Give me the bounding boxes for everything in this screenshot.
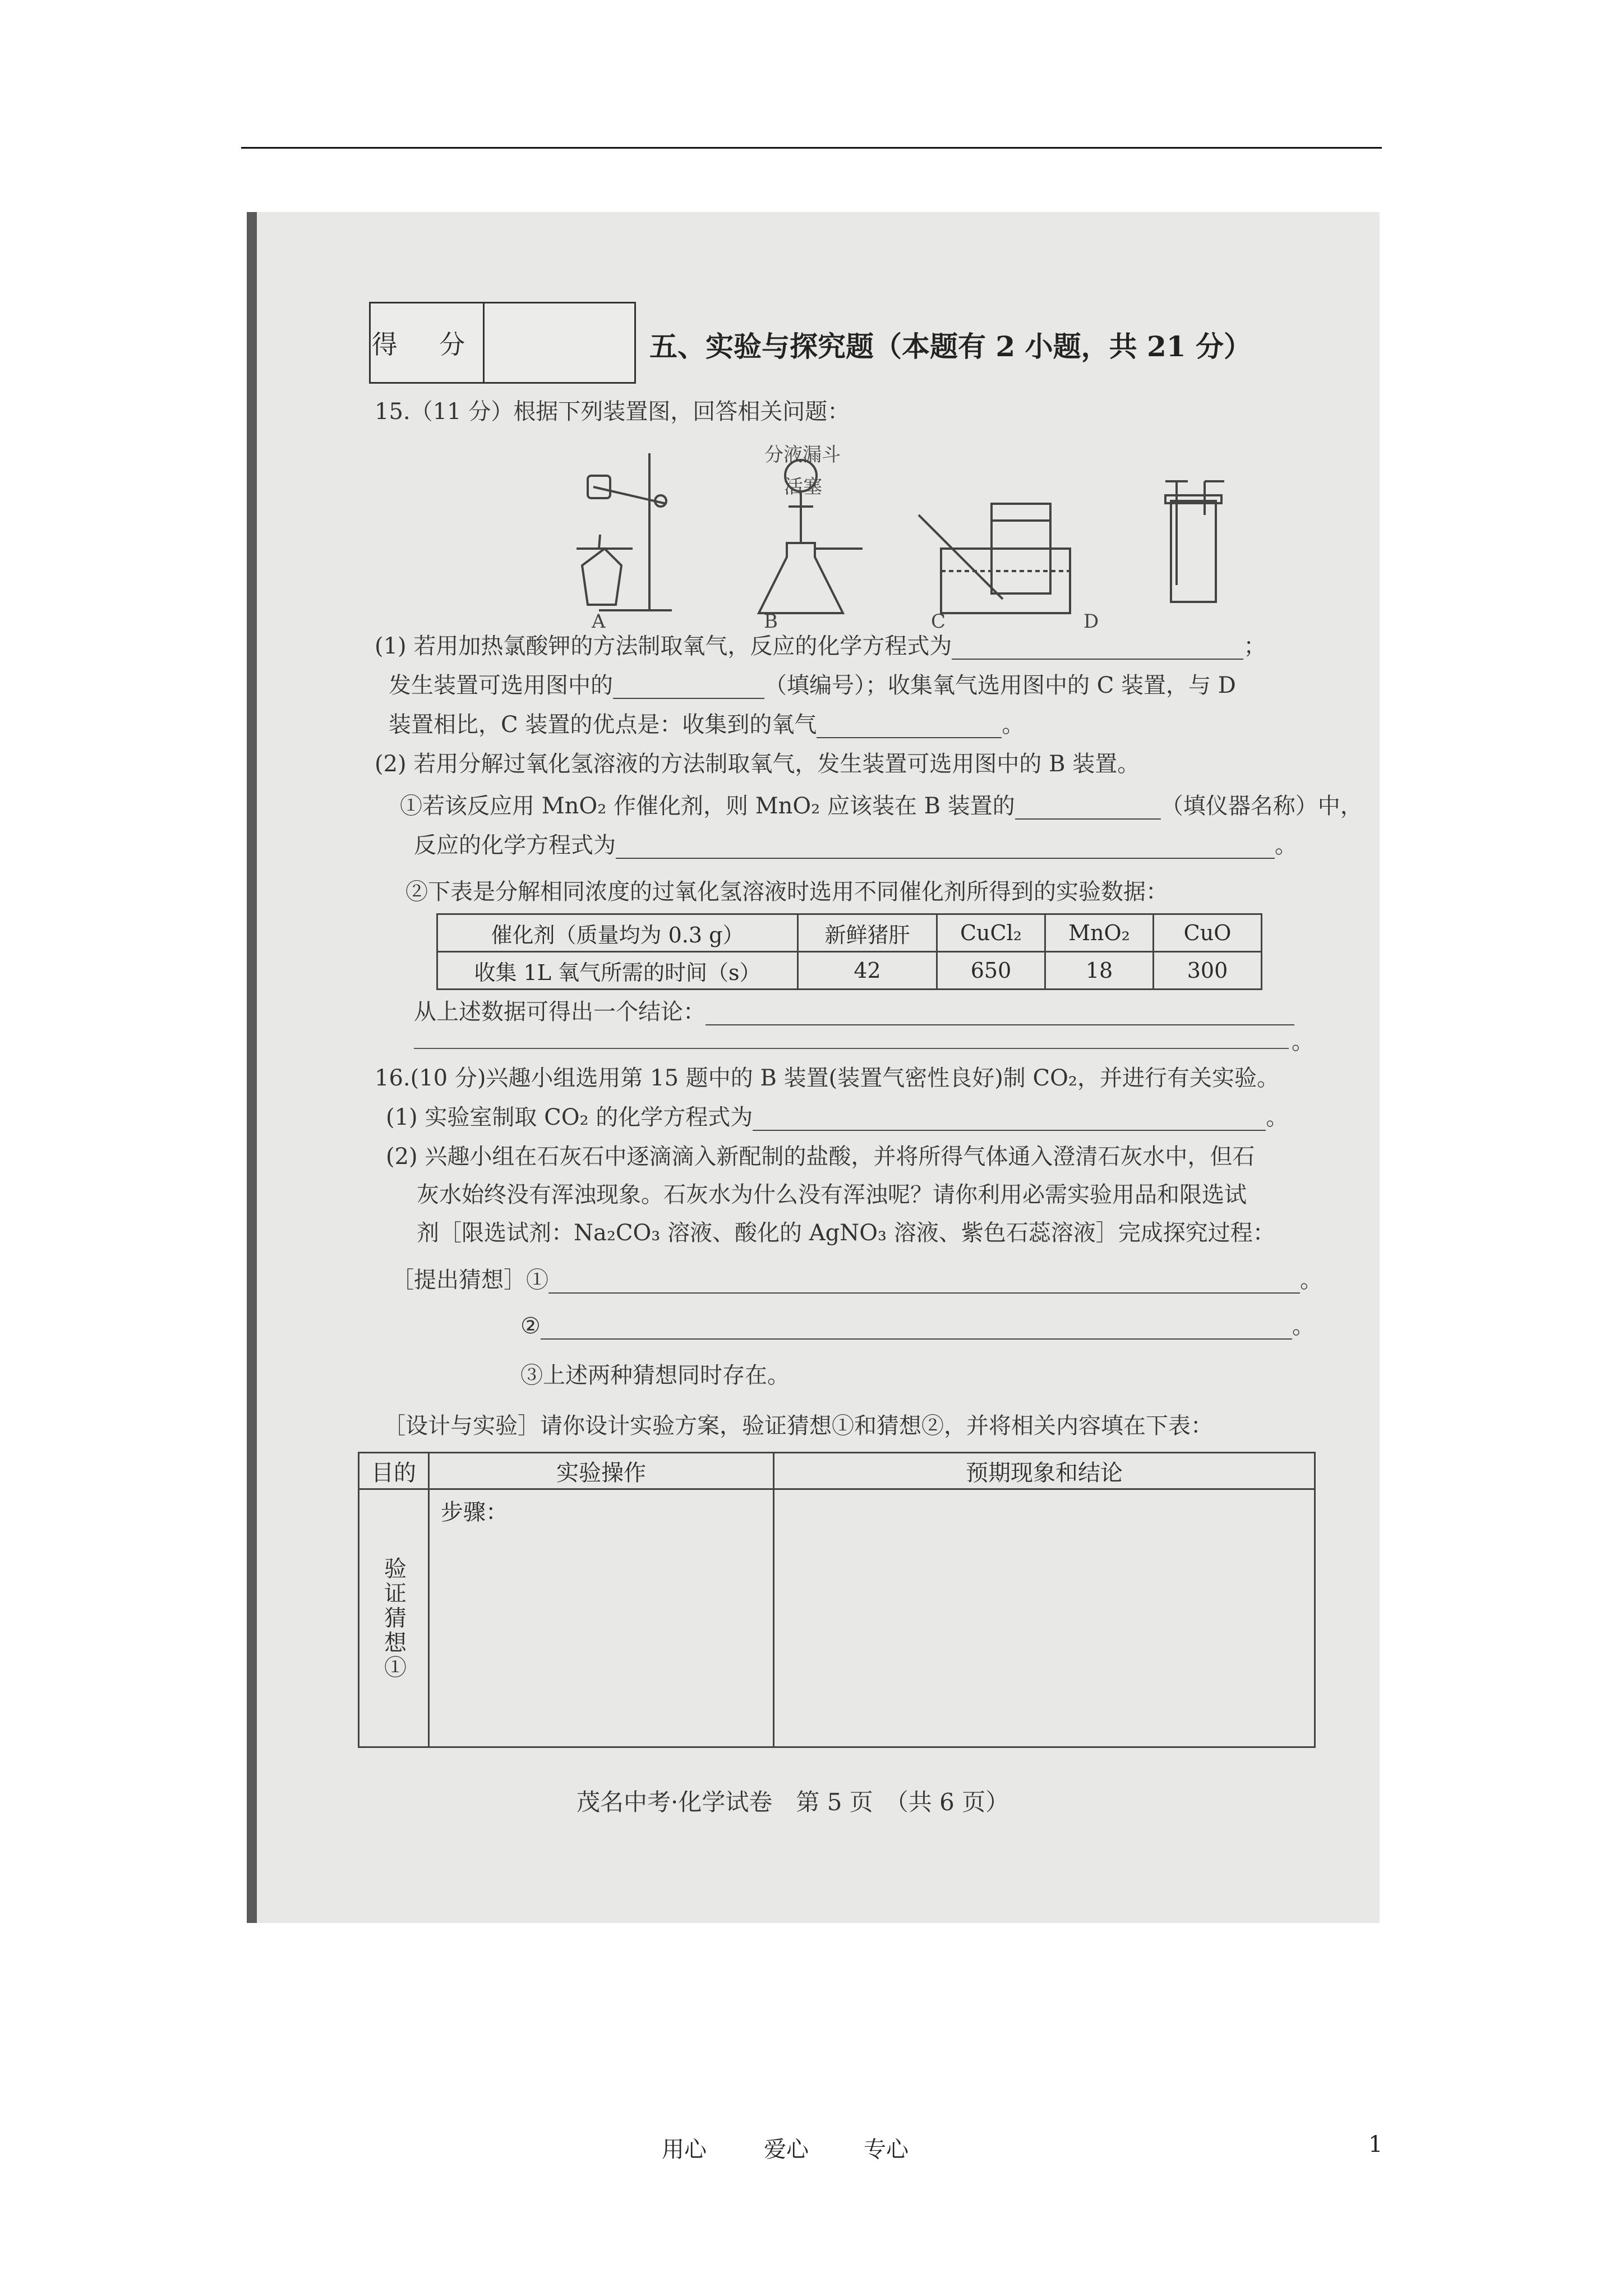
q15-stem: 15.（11 分）根据下列装置图，回答相关问题： <box>375 399 850 425</box>
q15-p1-line3: 装置相比，C 装置的优点是：收集到的氧气 。 <box>389 712 1025 738</box>
q16-p1: (1) 实验室制取 CO₂ 的化学方程式为 。 <box>386 1105 1289 1130</box>
table-cell: 新鲜猪肝 <box>798 914 937 952</box>
q15-p2: (2) 若用分解过氧化氢溶液的方法制取氧气，发生装置可选用图中的 B 装置。 <box>375 751 1140 777</box>
table-row <box>359 1453 1315 1489</box>
scan-footer: 茂名中考·化学试卷 第 5 页 （共 6 页） <box>577 1788 1009 1816</box>
q15-p2-i-line1: ①若该反应用 MnO₂ 作催化剂，则 MnO₂ 应该装在 B 装置的 （填仪器名称）中， <box>400 793 1363 819</box>
design-instruction: ［设计与实验］请你设计实验方案，验证猜想①和猜想②，并将相关内容填在下表： <box>383 1413 1213 1439</box>
table-row <box>359 1489 1315 1747</box>
header-purpose: 目的 <box>359 1453 429 1489</box>
q15-conclusion: 从上述数据可得出一个结论： <box>414 999 1294 1025</box>
purpose-cell <box>359 1489 429 1747</box>
header-operation: 实验操作 <box>429 1453 774 1489</box>
table-cell: 300 <box>1154 952 1262 990</box>
table-cell: CuCl₂ <box>937 914 1045 952</box>
table-cell: 18 <box>1045 952 1154 990</box>
q15-p1-line2: 发生装置可选用图中的 （填编号）；收集氧气选用图中的 C 装置，与 D <box>389 673 1236 698</box>
apparatus-a-icon <box>577 453 672 610</box>
q16-p2-line1: (2) 兴趣小组在石灰石中逐滴滴入新配制的盐酸，并将所得气体通入澄清石灰水中，但石 <box>386 1144 1255 1170</box>
experiment-plan-table <box>358 1452 1316 1748</box>
apparatus-figure <box>560 436 1401 644</box>
table-row <box>437 952 1262 990</box>
q16-p2-line2: 灰水始终没有浑浊现象。石灰水为什么没有浑浊呢？请你利用必需实验用品和限选试 <box>417 1182 1247 1208</box>
section-title: 五、实验与探究题（本题有 2 小题，共 21 分） <box>649 330 1252 363</box>
label-stopcock: 活塞 <box>784 476 822 498</box>
footer-motto-2: 爱心 <box>764 2137 809 2162</box>
hypothesis-1: ［提出猜想］① 。 <box>391 1267 1322 1293</box>
table-row-head-catalyst: 催化剂（质量均为 0.3 g） <box>437 914 798 952</box>
label-c: C <box>931 610 946 633</box>
q15-conclusion-end: 。 <box>1292 1029 1314 1055</box>
q15-p2-ii: ②下表是分解相同浓度的过氧化氢溶液时选用不同催化剂所得到的实验数据： <box>405 879 1168 905</box>
table-cell: 42 <box>798 952 937 990</box>
footer-motto-3: 专心 <box>864 2137 909 2162</box>
apparatus-d-icon <box>1165 481 1224 602</box>
label-b: B <box>764 610 778 633</box>
operation-cell[interactable] <box>429 1489 774 1747</box>
score-box <box>369 302 636 384</box>
catalyst-data-table <box>436 913 1262 990</box>
scanned-exam-page <box>247 212 1380 1923</box>
header-result: 预期现象和结论 <box>774 1453 1315 1489</box>
result-cell[interactable] <box>774 1489 1315 1747</box>
label-separatory-funnel: 分液漏斗 <box>764 444 841 466</box>
footer-motto-1: 用心 <box>662 2137 707 2162</box>
header-rule <box>241 147 1382 149</box>
table-row <box>437 914 1262 952</box>
answer-line <box>414 1048 1289 1049</box>
q15-p2-i-line2: 反应的化学方程式为 。 <box>414 832 1297 858</box>
table-cell: CuO <box>1154 914 1262 952</box>
score-box-label: 得 分 <box>371 303 485 382</box>
page-number: 1 <box>1368 2132 1383 2157</box>
table-row-head-time: 收集 1L 氧气所需的时间（s） <box>437 952 798 990</box>
table-cell: MnO₂ <box>1045 914 1154 952</box>
q16-p2-line3: 剂［限选试剂：Na₂CO₃ 溶液、酸化的 AgNO₃ 溶液、紫色石蕊溶液］完成探究过程： <box>417 1220 1275 1246</box>
label-a: A <box>592 610 606 633</box>
score-box-value <box>485 303 634 382</box>
purpose-text: 验证猜想① <box>380 1556 407 1680</box>
hypothesis-3: ③上述两种猜想同时存在。 <box>520 1363 790 1388</box>
apparatus-c-icon <box>919 504 1070 613</box>
step-label: 步骤： <box>441 1499 508 1525</box>
q15-p1-line1: (1) 若用加热氯酸钾的方法制取氧气，反应的化学方程式为 ； <box>375 633 1266 659</box>
table-cell: 650 <box>937 952 1045 990</box>
label-d: D <box>1083 610 1099 633</box>
q16-stem: 16.(10 分)兴趣小组选用第 15 题中的 B 装置(装置气密性良好)制 CO₂，并进行有关实验。 <box>375 1065 1279 1091</box>
hypothesis-2: ② 。 <box>520 1313 1315 1339</box>
